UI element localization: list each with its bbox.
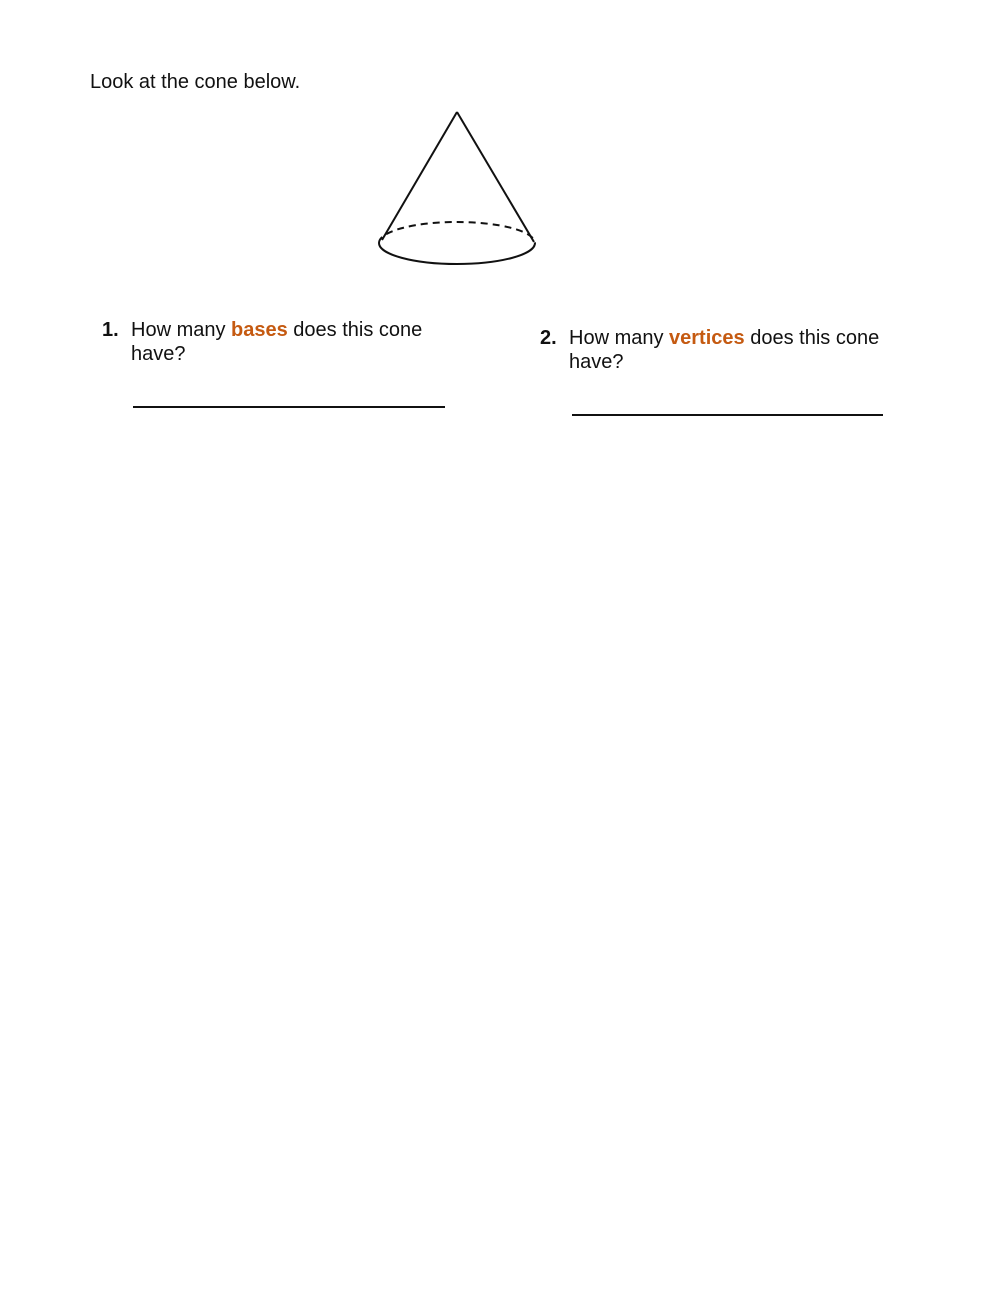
cone-left-edge xyxy=(382,112,457,240)
cone-icon xyxy=(374,106,542,272)
question-number: 2. xyxy=(540,327,557,349)
answer-line-1[interactable] xyxy=(133,406,445,408)
question-1 xyxy=(102,318,462,366)
question-text xyxy=(569,326,920,374)
question-text-start: How many xyxy=(131,319,232,341)
intro-text: Look at the cone below. xyxy=(90,71,301,93)
question-text-end: does this cone have? xyxy=(131,319,423,365)
answer-line-2[interactable] xyxy=(572,414,883,416)
cone-base-front xyxy=(379,243,535,264)
question-text-end: does this cone have? xyxy=(569,327,880,373)
question-keyword: bases xyxy=(231,319,288,341)
question-number: 1. xyxy=(102,319,119,341)
cone-base-back xyxy=(379,222,535,243)
question-keyword: vertices xyxy=(669,327,745,349)
cone-right-edge xyxy=(457,112,534,242)
question-text-start: How many xyxy=(569,327,670,349)
question-2 xyxy=(540,326,920,374)
question-text xyxy=(131,318,462,366)
